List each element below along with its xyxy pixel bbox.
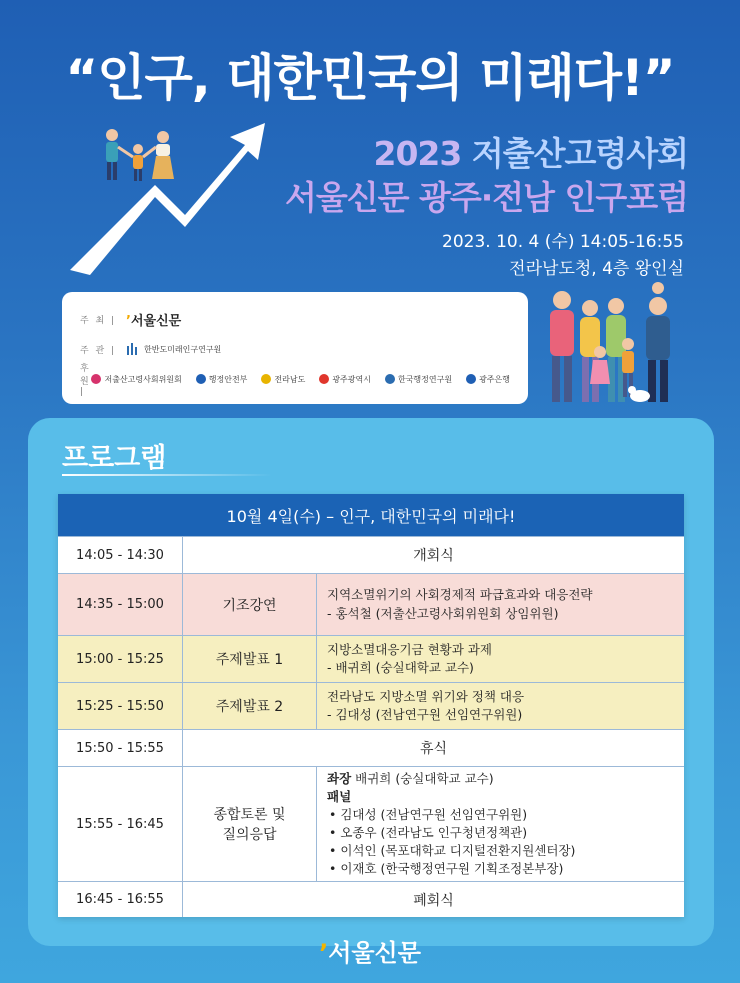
table-row <box>58 729 684 766</box>
time-cell: 14:35 - 15:00 <box>58 574 183 635</box>
support-label: 후 원 | <box>80 364 91 397</box>
session-cell: 개회식 <box>413 548 454 564</box>
logo-tick: ’ <box>319 939 329 967</box>
organizer-row <box>80 334 510 364</box>
family-jumping-icon <box>106 129 174 181</box>
forum-title-rest: 저출산고령사회 <box>471 134 688 173</box>
event-venue: 전라남도청, 4층 왕인실 <box>509 259 684 279</box>
time-cell: 15:55 - 16:45 <box>58 767 183 881</box>
chair-name: 배귀희 (숭실대학교 교수) <box>355 770 494 786</box>
program-table-header: 10월 4일(수) – 인구, 대한민국의 미래다! <box>58 494 684 536</box>
time-cell: 15:00 - 15:25 <box>58 636 183 682</box>
panelist: • 김대성 (전남연구원 선임연구위원) <box>329 806 528 822</box>
forum-title-line1 <box>373 128 688 175</box>
speaker: - 홍석철 (저출산고령사회위원회 상임위원) <box>327 605 559 621</box>
session-cell: 폐회식 <box>413 892 454 909</box>
time-cell: 16:45 - 16:55 <box>58 882 183 917</box>
detail-cell <box>317 767 684 881</box>
chair-line <box>327 770 674 788</box>
program-title-underline <box>62 474 272 476</box>
organizer-logo: 한반도미래인구연구원 <box>126 342 221 356</box>
time-cell: 14:05 - 14:30 <box>58 537 183 573</box>
supporter-logo: 광주광역시 <box>319 374 371 385</box>
panelist: • 이재호 (한국행정연구원 기획조정본부장) <box>329 861 564 877</box>
program-title: 프로그램 <box>62 443 167 474</box>
talk-title: 지방소멸대응기금 현황과 과제 <box>327 641 492 657</box>
host-logo: ’서울신문 <box>126 313 182 329</box>
host-row <box>80 304 510 334</box>
organizer-emblem-icon <box>126 342 140 356</box>
rising-arrow-illustration <box>60 115 270 275</box>
session-cell: 기조강연 <box>183 574 317 635</box>
logo-text: 서울신문 <box>328 939 421 967</box>
detail-cell <box>317 636 684 682</box>
supporter-logo: 광주은행 <box>466 374 510 385</box>
talk-title: 전라남도 지방소멸 위기와 정책 대응 <box>327 688 525 704</box>
chair-label: 좌장 <box>327 770 352 786</box>
session-cell: 주제발표 1 <box>183 636 317 682</box>
supporter-logo: 저출산고령사회위원회 <box>91 374 181 385</box>
footer-logo <box>0 933 740 968</box>
detail-cell <box>317 683 684 729</box>
table-row <box>58 682 684 729</box>
supporter-logo: 한국행정연구원 <box>385 374 452 385</box>
panelist: • 오종우 (전라남도 인구청년정책관) <box>329 825 528 840</box>
headline: “인구, 대한민국의 미래다!” <box>65 49 675 107</box>
table-row <box>58 573 684 635</box>
table-row <box>58 881 684 917</box>
table-row <box>58 766 684 881</box>
time-cell: 15:25 - 15:50 <box>58 683 183 729</box>
panel-label: 패널 <box>327 788 352 804</box>
talk-title: 지역소멸위기의 사회경제적 파급효과와 대응전략 <box>327 587 593 603</box>
time-cell: 15:50 - 15:55 <box>58 730 183 766</box>
forum-year: 2023 <box>373 134 462 173</box>
speaker: - 김대성 (전남연구원 선임연구위원) <box>327 707 523 722</box>
event-date: 2023. 10. 4 (수) 14:05-16:55 <box>442 232 684 252</box>
session-cell: 휴식 <box>419 741 448 757</box>
session-cell: 종합토론 및 질의응답 <box>183 767 317 881</box>
supporter-logo: 전라남도 <box>261 374 305 385</box>
supporter-logo: 행정안전부 <box>196 374 248 385</box>
dog-icon <box>628 386 650 402</box>
speaker: - 배귀희 (숭실대학교 교수) <box>327 660 474 675</box>
family-illustration <box>540 280 700 408</box>
supporter-logos <box>91 374 510 385</box>
table-row <box>58 635 684 682</box>
forum-title-line2: 서울신문 광주·전남 인구포럼 <box>284 178 688 217</box>
host-label: 주 최 | <box>80 315 117 326</box>
supporters-row <box>80 364 510 397</box>
program-table <box>58 494 684 917</box>
table-row <box>58 536 684 573</box>
session-cell: 주제발표 2 <box>183 683 317 729</box>
detail-cell <box>317 574 684 635</box>
panelist: • 이석인 (목포대학교 디지털전환지원센터장) <box>329 843 576 859</box>
sponsor-box <box>62 292 528 404</box>
grandfather-icon <box>550 291 574 402</box>
organizer-label: 주 관 | <box>80 345 117 356</box>
father-with-child-icon <box>646 282 670 402</box>
